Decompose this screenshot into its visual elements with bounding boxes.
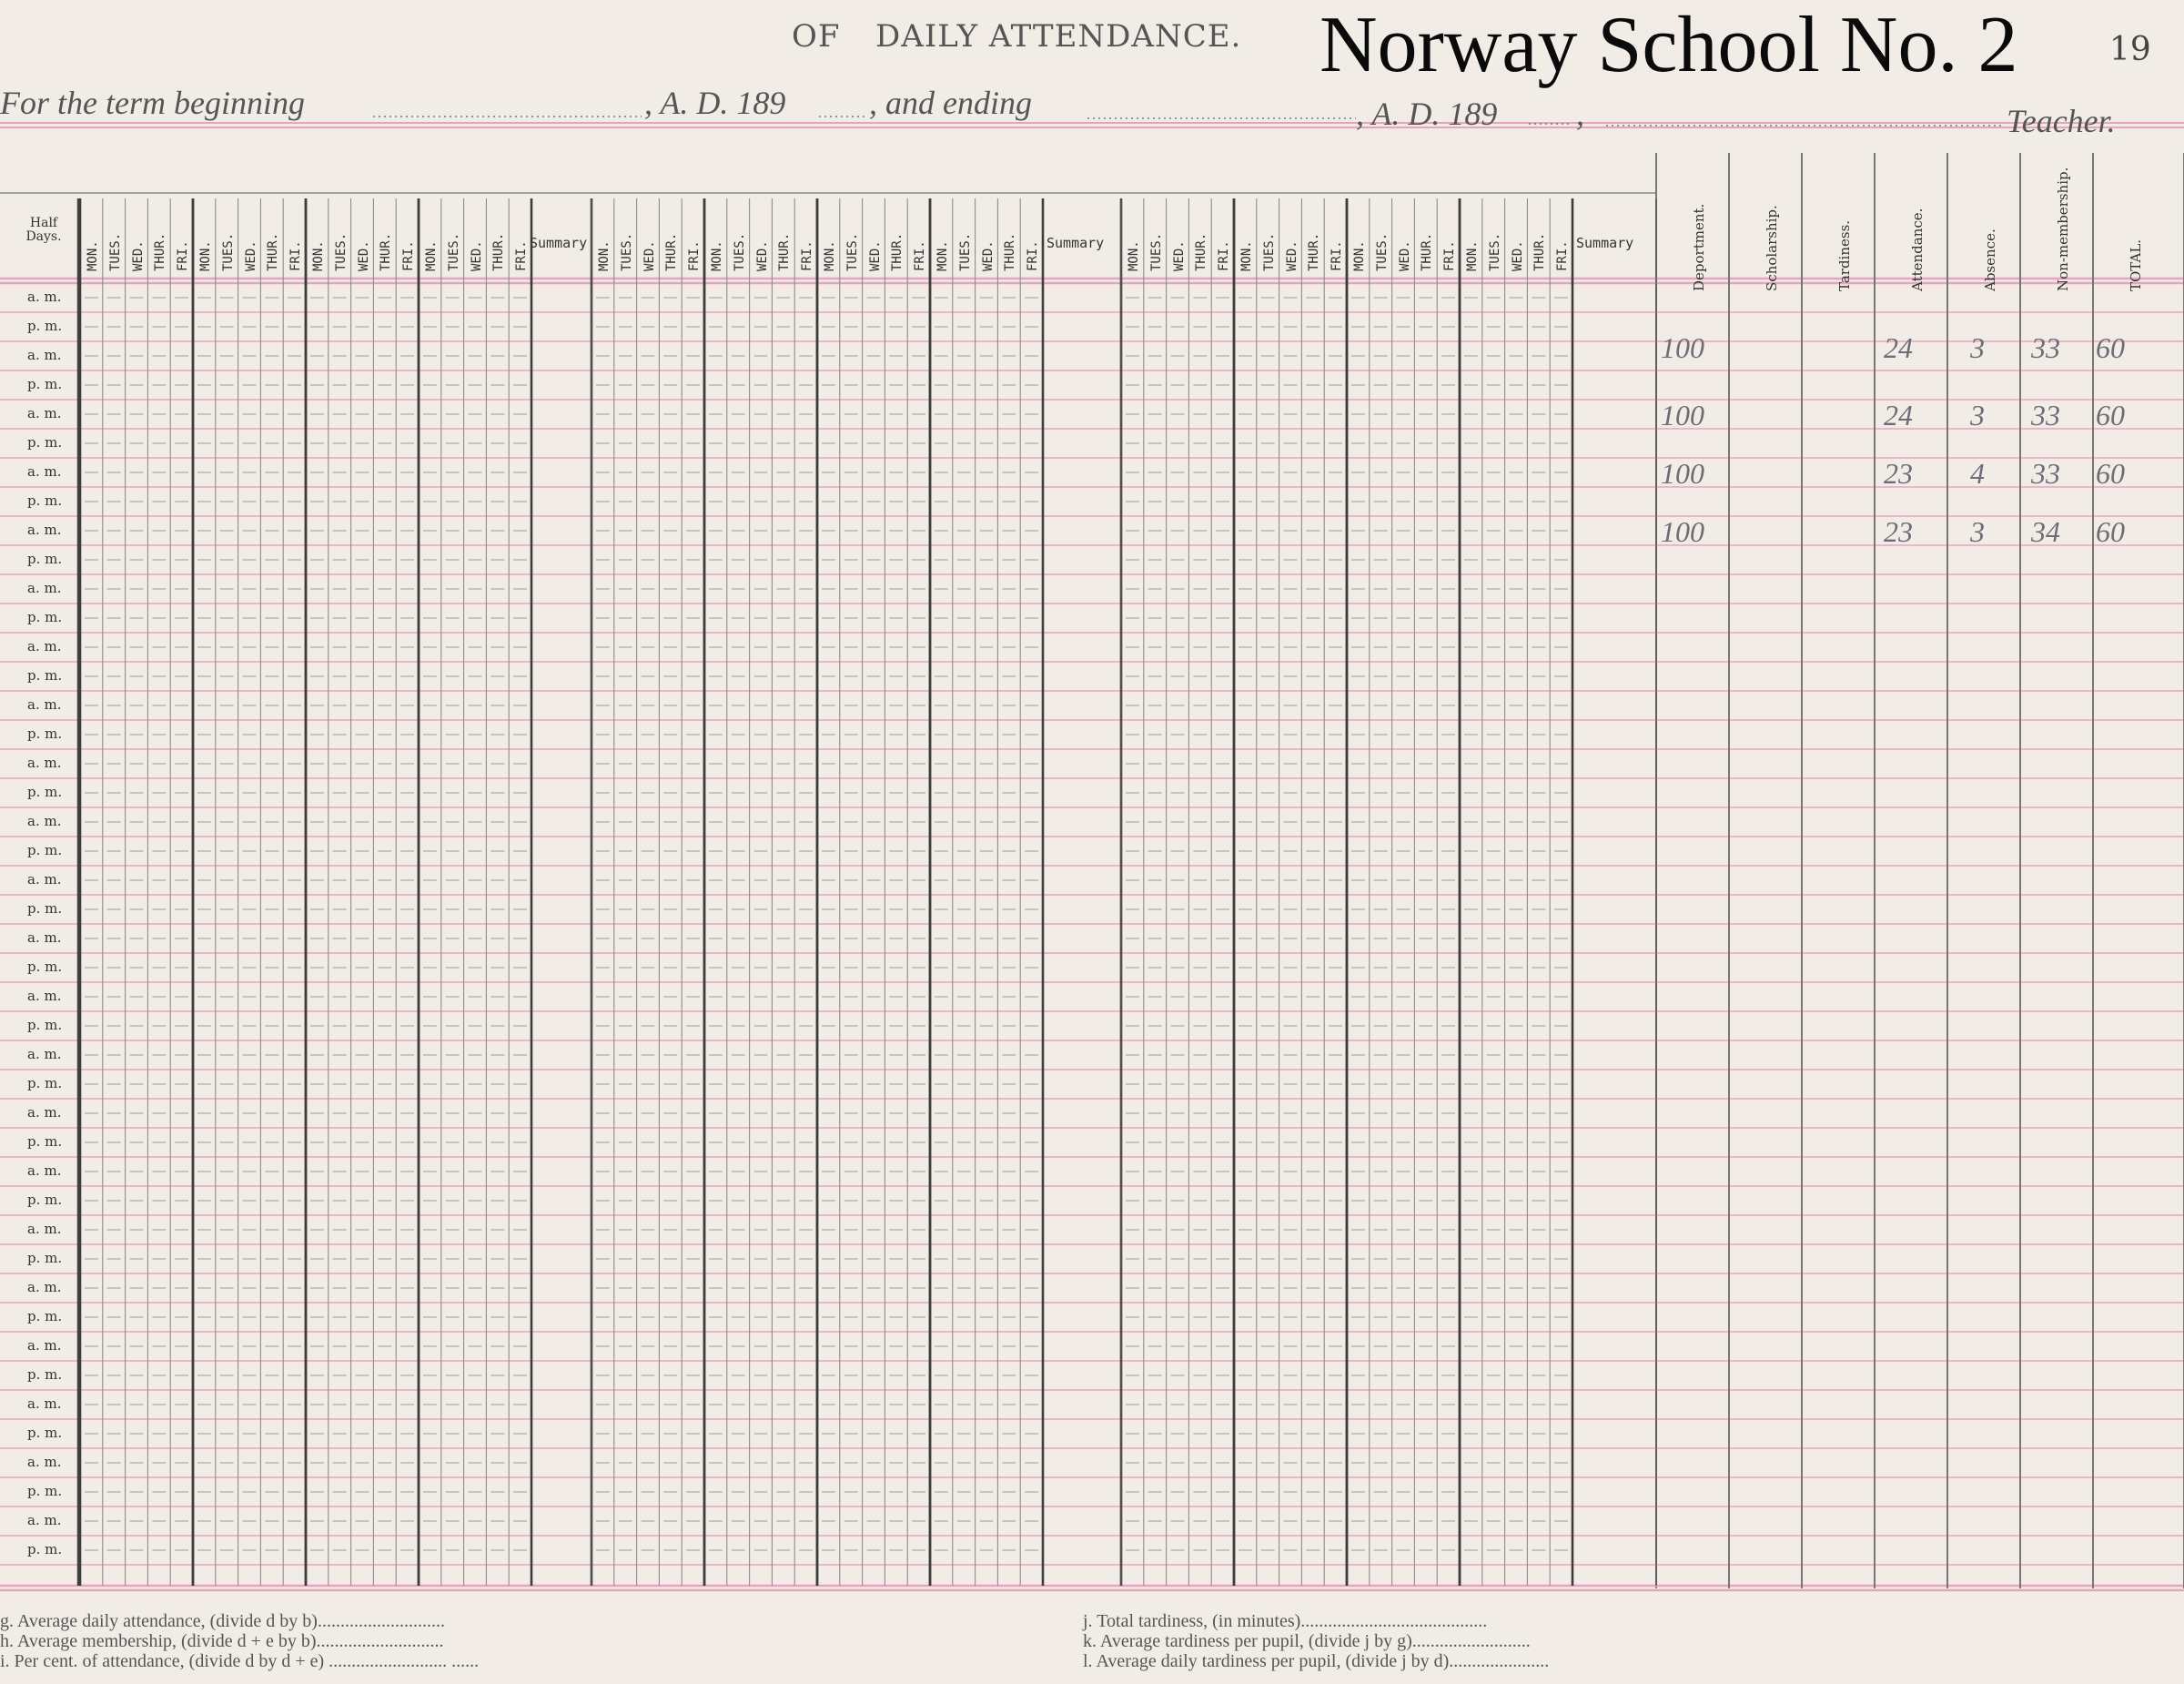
title-prefix: OF [792, 18, 841, 55]
half-day-label: a. m. [27, 1395, 62, 1412]
half-day-label: a. m. [27, 463, 62, 480]
half-day-label: a. m. [27, 696, 62, 713]
half-day-label: a. m. [27, 1046, 62, 1062]
weekday-label: FRI. [176, 240, 191, 271]
weekday-label: MON. [86, 240, 100, 271]
summary-column-header: Non-membership. [2055, 167, 2071, 291]
entry-non-membership: 33 [2031, 331, 2060, 364]
half-day-label: a. m. [27, 1104, 62, 1121]
summary-column-header: Scholarship. [1764, 205, 1780, 291]
half-day-label: a. m. [27, 638, 62, 654]
weekday-label: WED. [1171, 240, 1187, 271]
school-name: Norway School No. 2 [1320, 1, 2018, 89]
weekday-label: TUES. [107, 232, 123, 271]
weekday-label: TUES. [446, 232, 461, 271]
term-ad-1: , A. D. 189 [644, 85, 786, 121]
weekday-label: TUES. [1148, 232, 1164, 271]
half-day-label: p. m. [27, 318, 63, 334]
half-day-label: p. m. [27, 609, 63, 625]
weekday-label: THUR. [1307, 232, 1322, 271]
weekday-label: MON. [597, 240, 612, 271]
entry-absence: 3 [1970, 515, 1985, 548]
half-day-label: a. m. [27, 405, 62, 421]
half-day-label: p. m. [27, 1425, 63, 1441]
half-day-label: a. m. [27, 1279, 62, 1295]
weekday-label: TUES. [1487, 232, 1502, 271]
weekday-label: THUR. [379, 232, 394, 271]
entry-absence: 4 [1970, 457, 1985, 490]
half-day-label: p. m. [27, 1541, 63, 1557]
half-day-label: a. m. [27, 988, 62, 1004]
half-day-label: p. m. [27, 1192, 63, 1208]
entry-attendance: 23 [1884, 515, 1913, 548]
weekday-label: FRI. [687, 240, 703, 271]
half-day-label: p. m. [27, 784, 63, 800]
weekday-label: THUR. [1532, 232, 1548, 271]
half-day-label: p. m. [27, 492, 63, 509]
weekday-label: THUR. [491, 232, 507, 271]
entry-non-membership: 33 [2031, 457, 2060, 490]
teacher-label: Teacher. [2007, 103, 2116, 139]
footer-formula: l. Average daily tardiness per pupil, (divide j by d)...................... [1083, 1651, 1550, 1671]
entry-absence: 3 [1970, 331, 1985, 364]
half-day-label: a. m. [27, 871, 62, 888]
weekday-label: TUES. [732, 232, 747, 271]
half-day-label: a. m. [27, 1221, 62, 1237]
half-day-label: a. m. [27, 1162, 62, 1179]
weekday-label: MON. [1127, 240, 1141, 271]
footer-formula: j. Total tardiness, (in minutes)......................................... [1083, 1611, 1488, 1631]
half-day-label: p. m. [27, 667, 63, 684]
weekday-label: MON. [198, 240, 213, 271]
page-number: 19 [2109, 31, 2151, 68]
weekday-label: FRI. [401, 240, 417, 271]
weekday-label: THUR. [153, 232, 168, 271]
entry-attendance: 24 [1884, 331, 1913, 364]
term-ad-2: , A. D. 189 [1356, 96, 1498, 132]
summary-column-header: Absence. [1982, 228, 1998, 291]
half-day-label: p. m. [27, 900, 63, 917]
half-day-label: p. m. [27, 959, 63, 975]
half-day-label: p. m. [27, 551, 63, 567]
half-day-label: a. m. [27, 580, 62, 596]
half-day-label: p. m. [27, 1366, 63, 1383]
weekday-label: WED. [1397, 240, 1412, 271]
weekday-label: MON. [1239, 240, 1254, 271]
half-day-label: a. m. [27, 929, 62, 946]
half-day-label: a. m. [27, 1337, 62, 1354]
weekday-label: WED. [130, 240, 146, 271]
entry-deportment: 100 [1661, 515, 1704, 548]
entry-total: 60 [2096, 399, 2125, 431]
half-day-label: p. m. [27, 1308, 63, 1324]
footer-formula: i. Per cent. of attendance, (divide d by d + e) .......................... ...... [0, 1651, 480, 1671]
weekday-label: MON. [424, 240, 439, 271]
weekday-label: THUR. [890, 232, 905, 271]
weekday-label: THUR. [1003, 232, 1018, 271]
weekday-label: WED. [754, 240, 770, 271]
footer-formula: g. Average daily attendance, (divide d by b)............................ [0, 1611, 445, 1631]
summary-column-header: Deportment. [1691, 203, 1707, 291]
weekday-label: THUR. [664, 232, 680, 271]
entry-total: 60 [2096, 457, 2125, 490]
weekday-label: MON. [1465, 240, 1480, 271]
half-day-label: p. m. [27, 725, 63, 742]
weekday-label: TUES. [1374, 232, 1390, 271]
weekday-label: WED. [867, 240, 883, 271]
weekday-label: FRI. [800, 240, 815, 271]
half-day-label: p. m. [27, 1075, 63, 1091]
entry-non-membership: 33 [2031, 399, 2060, 431]
weekday-label: TUES. [957, 232, 973, 271]
half-day-label: p. m. [27, 1483, 63, 1499]
weekday-label: MON. [311, 240, 326, 271]
weekday-label: THUR. [266, 232, 281, 271]
weekday-label: FRI. [1026, 240, 1041, 271]
weekday-label: FRI. [1555, 240, 1571, 271]
half-day-label: p. m. [27, 1017, 63, 1033]
weekday-label: THUR. [1420, 232, 1435, 271]
entry-absence: 3 [1970, 399, 1985, 431]
page-title: DAILY ATTENDANCE. [875, 18, 1242, 55]
summary-label: Summary [1576, 235, 1634, 251]
half-day-label: p. m. [27, 1133, 63, 1150]
entry-deportment: 100 [1661, 457, 1704, 490]
weekday-label: MON. [710, 240, 724, 271]
weekday-label: WED. [980, 240, 996, 271]
half-day-label: p. m. [27, 434, 63, 451]
summary-column-header: Tardiness. [1836, 219, 1853, 291]
half-day-label: p. m. [27, 376, 63, 392]
half-day-label: a. m. [27, 347, 62, 363]
weekday-label: WED. [469, 240, 484, 271]
weekday-label: FRI. [288, 240, 304, 271]
summary-column-header: TOTAL. [2128, 238, 2144, 291]
half-day-label: a. m. [27, 1512, 62, 1528]
weekday-label: THUR. [777, 232, 793, 271]
weekday-label: THUR. [1194, 232, 1209, 271]
entry-total: 60 [2096, 331, 2125, 364]
weekday-label: TUES. [333, 232, 349, 271]
weekday-label: FRI. [1217, 240, 1232, 271]
term-beginning-label: For the term beginning [0, 85, 305, 121]
summary-label: Summary [1046, 235, 1105, 251]
summary-column-header: Attendance. [1909, 208, 1926, 291]
weekday-label: FRI. [1442, 240, 1458, 271]
term-comma: , [1576, 96, 1584, 132]
entry-attendance: 23 [1884, 457, 1913, 490]
entry-total: 60 [2096, 515, 2125, 548]
weekday-label: MON. [1352, 240, 1367, 271]
term-ending-label: , and ending [869, 85, 1032, 121]
weekday-label: FRI. [1330, 240, 1345, 271]
half-day-label: p. m. [27, 1250, 63, 1266]
half-days-label: Half Days. [25, 216, 62, 245]
weekday-label: WED. [1510, 240, 1525, 271]
half-day-label: a. m. [27, 289, 62, 305]
weekday-label: FRI. [514, 240, 530, 271]
summary-label: Summary [530, 235, 588, 251]
half-day-label: a. m. [27, 1454, 62, 1470]
weekday-label: TUES. [220, 232, 236, 271]
weekday-label: WED. [1284, 240, 1299, 271]
weekday-label: WED. [243, 240, 258, 271]
footer-formula: k. Average tardiness per pupil, (divide j by g).......................... [1083, 1631, 1531, 1651]
weekday-label: TUES. [1261, 232, 1277, 271]
half-day-label: a. m. [27, 755, 62, 771]
entry-non-membership: 34 [2031, 515, 2060, 548]
weekday-label: WED. [356, 240, 371, 271]
half-day-label: p. m. [27, 842, 63, 858]
weekday-label: WED. [642, 240, 657, 271]
weekday-label: MON. [823, 240, 837, 271]
entry-deportment: 100 [1661, 331, 1704, 364]
half-day-label: a. m. [27, 522, 62, 538]
entry-deportment: 100 [1661, 399, 1704, 431]
footer-formula: h. Average membership, (divide d + e by b)............................ [0, 1631, 444, 1651]
weekday-label: FRI. [913, 240, 928, 271]
entry-attendance: 24 [1884, 399, 1913, 431]
half-day-label: a. m. [27, 813, 62, 829]
weekday-label: MON. [935, 240, 950, 271]
weekday-label: TUES. [619, 232, 634, 271]
weekday-label: TUES. [844, 232, 860, 271]
